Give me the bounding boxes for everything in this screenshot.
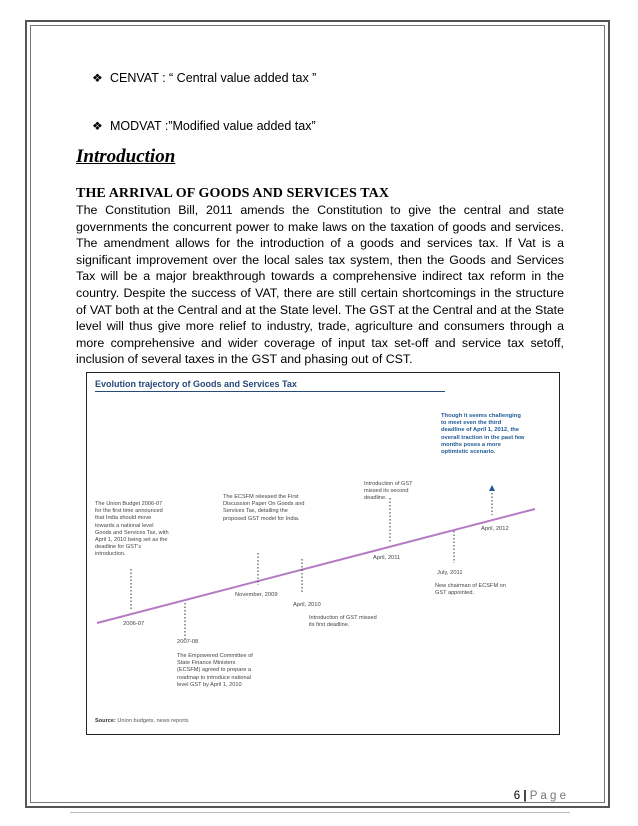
bullet-modvat — [92, 119, 316, 133]
milestone-note: The ECSFM released the First Discussion Paper On Goods and Services Tax, detailing the proposed GST model for India. — [223, 494, 305, 522]
section-title: Introduction — [76, 146, 176, 167]
milestone-note-highlight: Though it seems challenging to meet even the third deadline of April 1, 2012, the overall traction in the past few months poses a more optimistic scenario. — [441, 413, 525, 456]
page-number — [514, 790, 566, 802]
milestone-date: November, 2009 — [235, 592, 278, 598]
bullet-cenvat — [92, 71, 316, 85]
source-label: Source: — [95, 718, 116, 724]
arrow-up-icon — [489, 485, 495, 491]
diamond-bullet-icon: ❖ — [92, 71, 103, 85]
gst-timeline-figure — [86, 372, 560, 735]
milestone-date: April, 2012 — [481, 526, 509, 532]
bullet-text: CENVAT : “ Central value added tax ” — [110, 71, 317, 85]
milestone-date: 2007-08 — [177, 639, 199, 645]
milestone-date: April, 2011 — [373, 555, 401, 561]
source-text: Union budgets, news reports — [117, 718, 189, 724]
diamond-bullet-icon: ❖ — [92, 119, 103, 133]
footer-rule — [70, 812, 570, 813]
page-label: P a g e — [529, 790, 566, 802]
milestone-note: Introduction of GST missed its first deadline. — [309, 615, 377, 629]
figure-title: Evolution trajectory of Goods and Services Tax — [95, 379, 297, 389]
bullet-text: MODVAT :”Modified value added tax” — [110, 119, 316, 133]
milestone-date: 2006-07 — [123, 621, 145, 627]
body-paragraph: The Constitution Bill, 2011 amends the Constitution to give the central and state governments the concurrent power to make laws on the taxation of goods and services. The amendment allows for the introduction of a goods and services tax. If Vat is a significant improvement over the local sales tax system, then the Goods and Services Tax will be a major breakthrough towards a comprehensive indirect tax reform in the country. Despite the success of VAT, there are still certain shortcomings in the structure of VAT both at the Central and at the State level. The GST at the Central and at the State level will thus give more relief to industry, trade, agriculture and consumers through a more comprehensive and wider coverage of input tax set-off and service tax setoff, inclusion of several taxes in the GST and phasing out of CST. — [76, 203, 564, 367]
milestone-note: The Empowered Committee of State Finance Ministers (ECSFM) agreed to prepare a roadmap to introduce national level GST by April 1, 2010 — [177, 653, 253, 688]
page-number-value: 6 — [513, 790, 521, 802]
milestone-note: New chairman of ECSFM on GST appointed. — [435, 583, 506, 597]
milestone-note: The Union Budget 2006-07 for the first time announced that India should move towards a national level Goods and Services Tax, with April 1, 2010 being set as the deadline for GST's introduction. — [95, 501, 169, 558]
subheading: THE ARRIVAL OF GOODS AND SERVICES TAX — [76, 186, 390, 201]
milestone-date: April, 2010 — [293, 602, 321, 608]
milestone-date: July, 2011 — [437, 570, 463, 576]
milestone-note: Introduction of GST missed its second deadline. — [364, 481, 413, 502]
figure-source — [95, 718, 189, 724]
page-number-separator: | — [523, 790, 527, 802]
